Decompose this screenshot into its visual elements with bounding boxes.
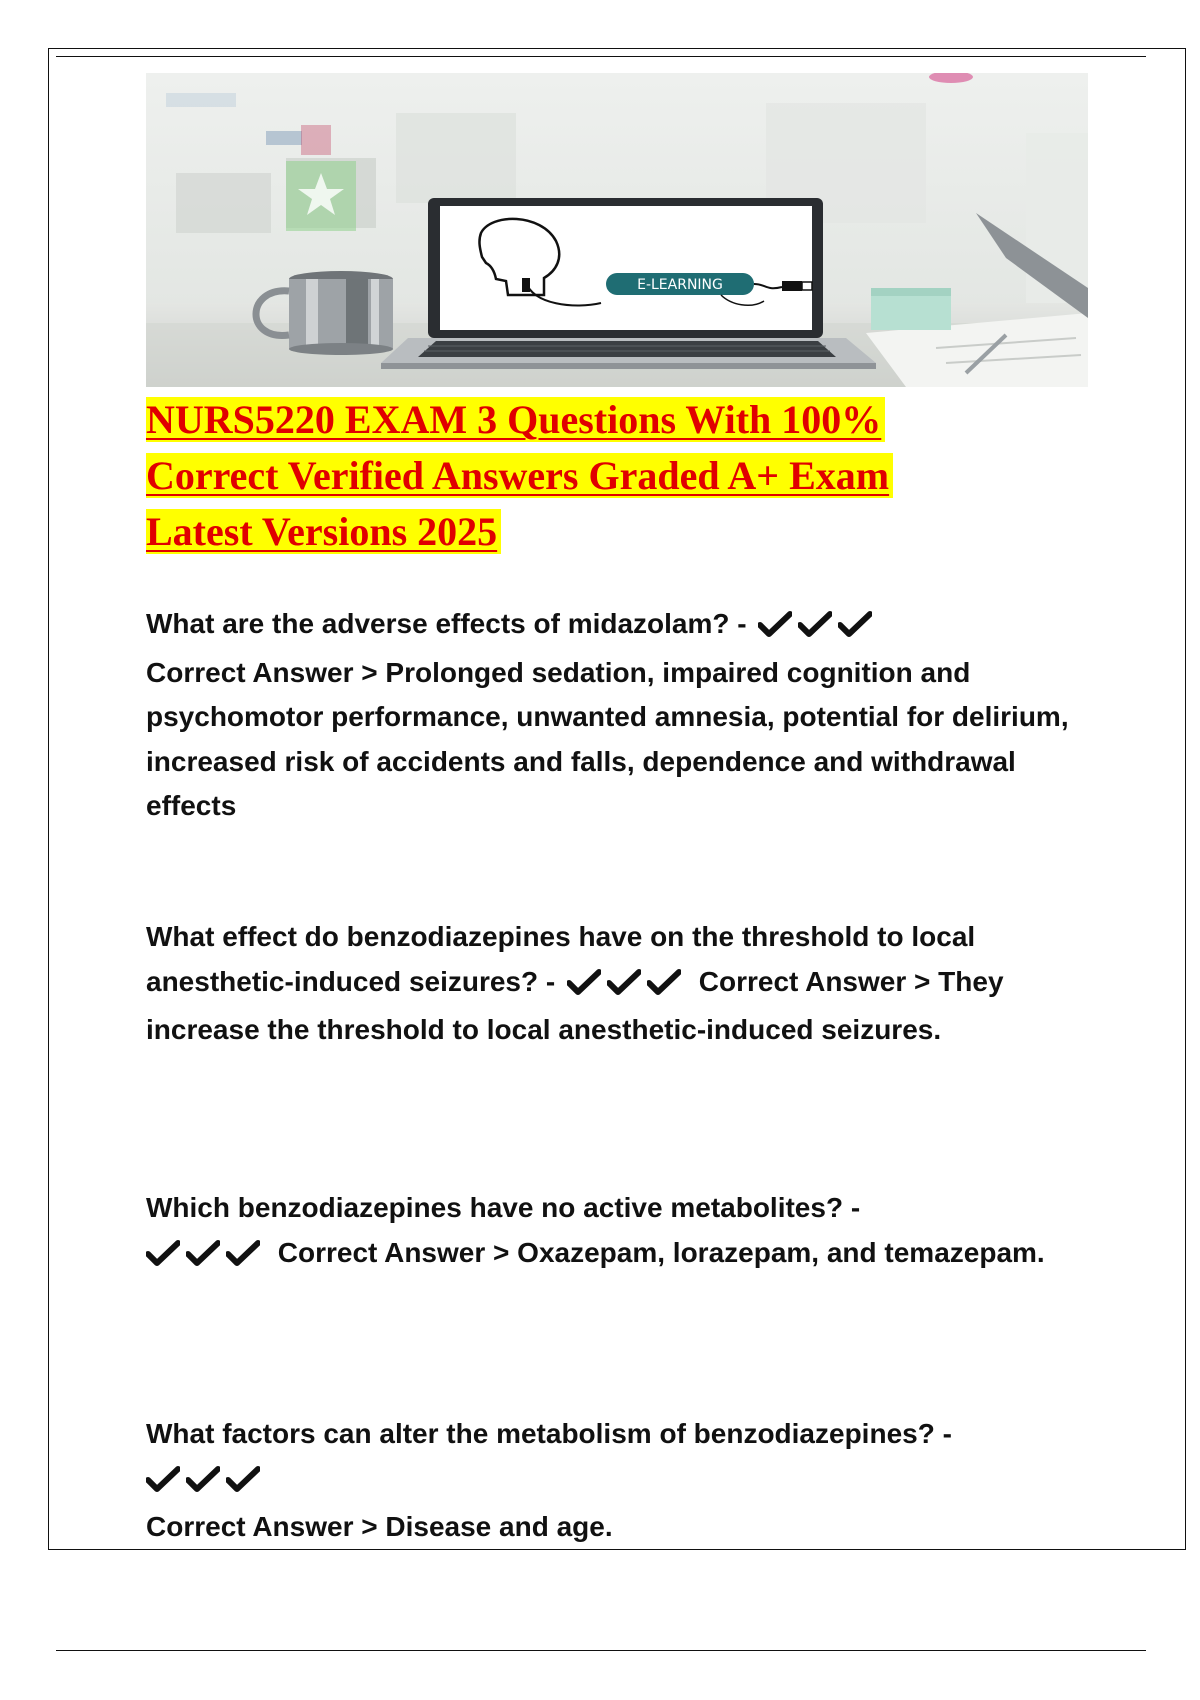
check-mark-icon (146, 1466, 180, 1492)
answer-text: Prolonged sedation, impaired cognition and psychomotor performance, unwanted amnesia, potential for delirium, increased risk of accidents and falls, dependence and withdrawal effects (146, 656, 1069, 821)
elearning-illustration (146, 73, 1088, 387)
qa-item-2 (146, 915, 1096, 1053)
check-marks (758, 606, 878, 651)
check-mark-icon (186, 1466, 220, 1492)
top-rule (56, 56, 1146, 57)
qa-item-3 (146, 1186, 1096, 1279)
answer-text: Oxazepam, lorazepam, and temazepam. (517, 1236, 1045, 1268)
hero-image (146, 73, 1088, 387)
question-text: What effect do benzodiazepines have on the threshold to local anesthetic-induced seizures? - (146, 921, 976, 997)
check-mark-icon (798, 611, 832, 637)
title-line-2: Correct Verified Answers Graded A+ Exam (146, 453, 893, 498)
title-line-1: NURS5220 EXAM 3 Questions With 100% (146, 397, 885, 442)
check-mark-icon (758, 611, 792, 637)
answer-text: Disease and age. (385, 1511, 613, 1542)
question-text: What are the adverse effects of midazolam? - (146, 608, 747, 639)
check-mark-icon (607, 969, 641, 995)
check-mark-icon (226, 1240, 260, 1266)
answer-label: Correct Answer > (698, 965, 931, 997)
check-mark-icon (647, 969, 681, 995)
check-mark-icon (567, 969, 601, 995)
check-marks (567, 964, 687, 1009)
screen-label: E-LEARNING (637, 277, 723, 293)
title-line-3: Latest Versions 2025 (146, 509, 501, 554)
check-mark-icon (226, 1466, 260, 1492)
bottom-rule (56, 1650, 1146, 1651)
answer-label: Correct Answer > (146, 656, 378, 688)
check-mark-icon (186, 1240, 220, 1266)
check-mark-icon (146, 1240, 180, 1266)
check-mark-icon (838, 611, 872, 637)
check-marks (146, 1461, 266, 1506)
answer-text: They increase the threshold to local anesthetic-induced seizures. (146, 965, 1004, 1045)
answer-label: Correct Answer > (277, 1236, 510, 1268)
qa-item-1 (146, 602, 1096, 829)
answer-label: Correct Answer > (146, 1511, 378, 1542)
document-title (146, 392, 1086, 560)
question-text: What factors can alter the metabolism of benzodiazepines? - (146, 1418, 952, 1449)
check-marks (146, 1235, 266, 1280)
qa-item-4 (146, 1412, 1096, 1550)
question-text: Which benzodiazepines have no active metabolites? - (146, 1192, 861, 1223)
